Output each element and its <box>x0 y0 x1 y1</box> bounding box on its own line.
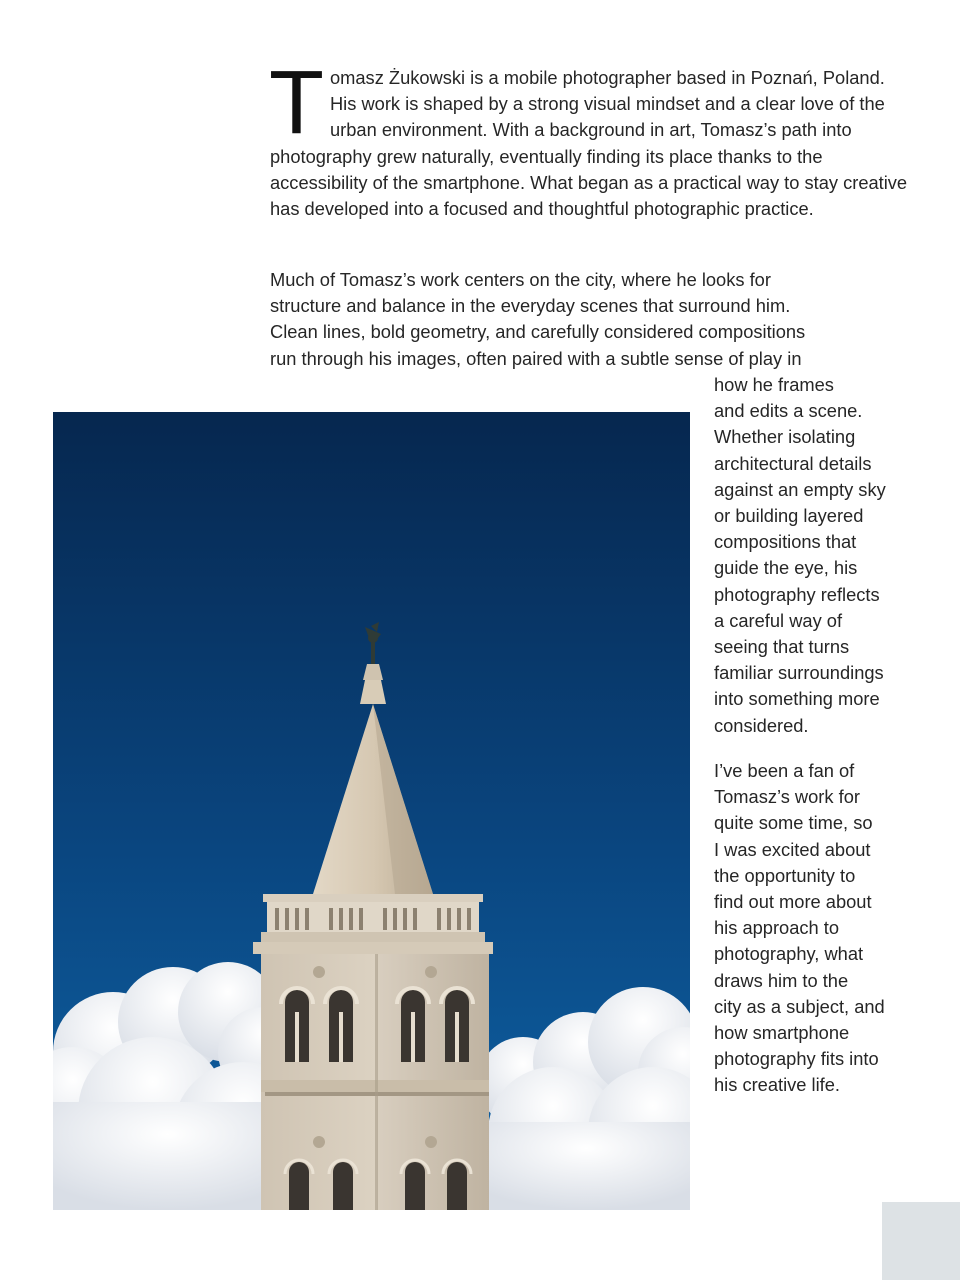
text-line: or building layered <box>714 505 864 527</box>
text-line: how smartphone <box>714 1022 850 1044</box>
text-line: Much of Tomasz’s work centers on the city, where he looks for <box>270 269 771 290</box>
text-line: his creative life. <box>714 1074 840 1096</box>
text-line: I’ve been a fan of <box>714 760 855 781</box>
text-line: structure and balance in the everyday scenes that surround him. <box>270 295 791 317</box>
text-line: city as a subject, and <box>714 995 885 1017</box>
text-line: photography, what <box>714 943 864 965</box>
text-line: photography fits into <box>714 1048 879 1070</box>
text-line: Whether isolating <box>714 426 856 448</box>
text-line: seeing that turns <box>714 636 850 658</box>
text-line: compositions that <box>714 531 857 553</box>
text-line: familiar surroundings <box>714 662 884 684</box>
paragraph-city <box>270 267 910 372</box>
text-line: a careful way of <box>714 609 843 631</box>
bell-tower-illustration <box>53 412 690 1210</box>
text-line: and edits a scene. <box>714 400 863 422</box>
text-line: find out more about <box>714 891 872 913</box>
text-line: his approach to <box>714 917 840 939</box>
text-line: considered. <box>714 714 809 736</box>
intro-paragraph <box>269 53 910 222</box>
text-line: draws him to the <box>714 969 849 991</box>
text-line: photography reflects <box>714 583 880 605</box>
text-line: run through his images, often paired with a subtle sense of play in <box>270 347 802 369</box>
intro-text: omasz Żukowski is a mobile photographer based in Poznań, Poland. His work is shaped by a strong visual mindset and a clear love of the urban environment. With a background in art, Tomasz’s path into photography grew naturally, eventually finding its place thanks to the accessibility of the smartphone. What began as a practical way to stay creative has developed into a focused and thoughtful photographic practice. <box>270 67 908 220</box>
bell-tower-photo <box>53 412 690 1210</box>
corner-block <box>882 1202 960 1280</box>
text-line: Clean lines, bold geometry, and carefully considered compositions <box>270 321 806 343</box>
text-line: guide the eye, his <box>714 557 858 579</box>
paragraph-framing <box>714 372 924 739</box>
text-line: architectural details <box>714 452 872 474</box>
text-line: quite some time, so <box>714 812 873 834</box>
text-line: against an empty sky <box>714 478 886 500</box>
paragraph-interview-intro <box>714 758 924 1099</box>
drop-cap: T <box>269 53 324 153</box>
text-line: I was excited about <box>714 838 871 860</box>
text-line: how he frames <box>714 374 834 395</box>
text-line: into something more <box>714 688 880 710</box>
text-line: the opportunity to <box>714 864 856 886</box>
text-line: Tomasz’s work for <box>714 786 860 808</box>
